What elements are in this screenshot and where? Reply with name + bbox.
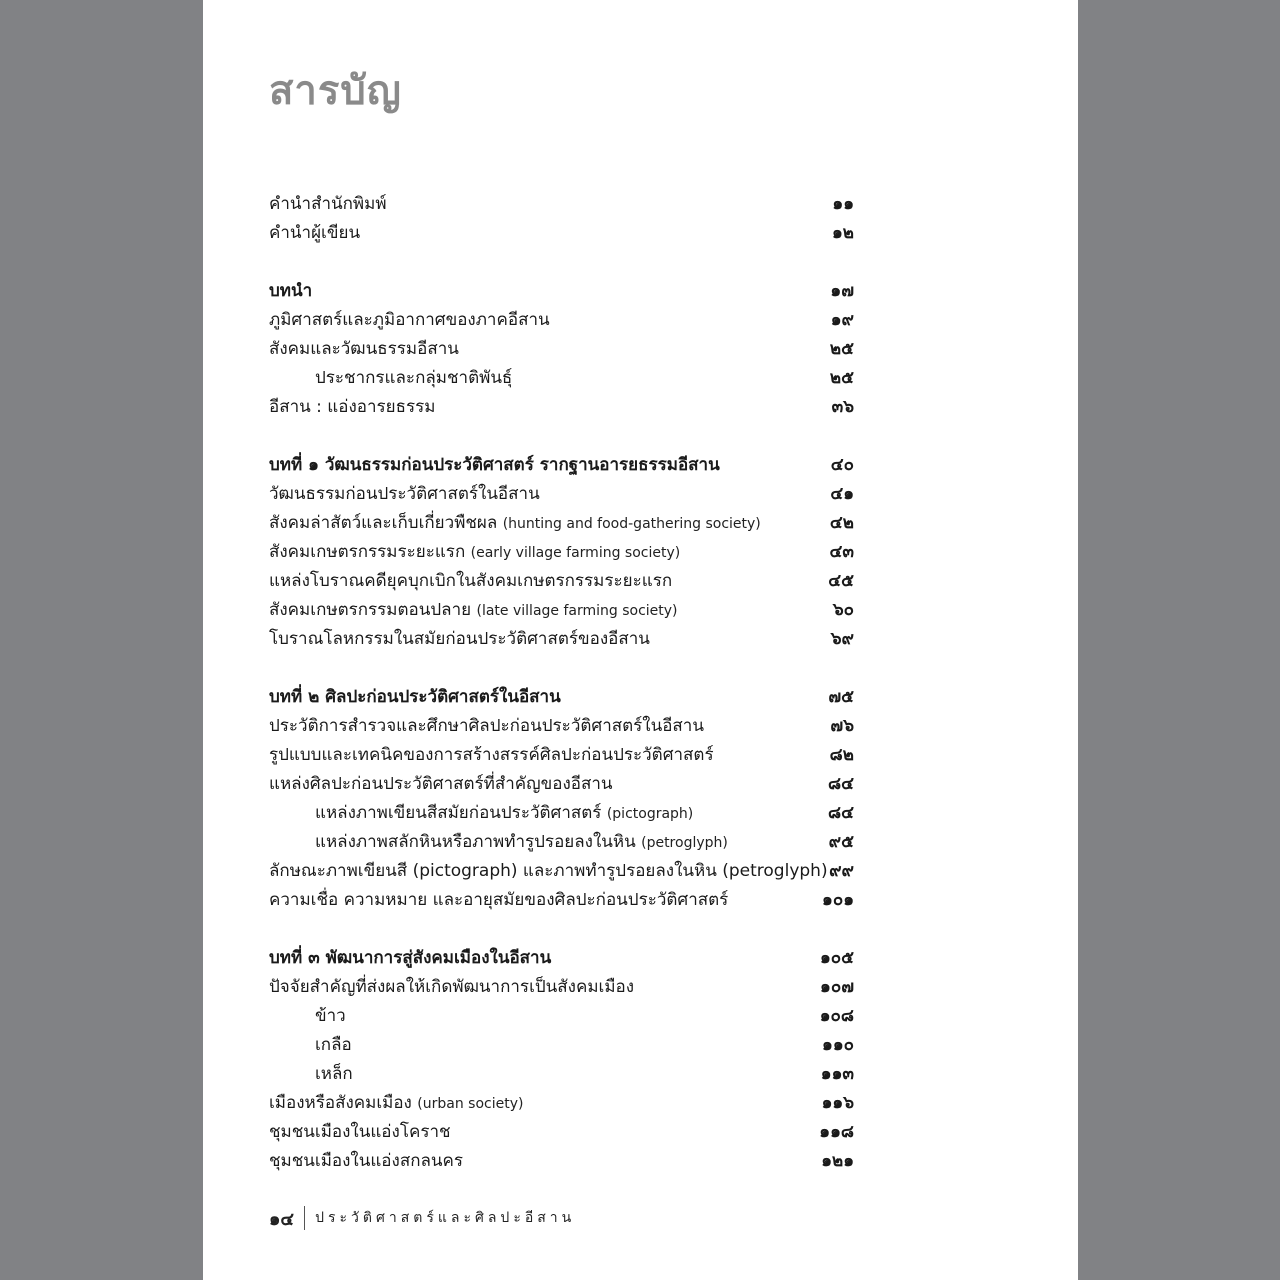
toc-entry-text: สังคมเกษตรกรรมตอนปลาย	[269, 600, 477, 620]
toc-entry-text: สังคมล่าสัตว์และเก็บเกี่ยวพืชผล	[269, 513, 503, 533]
toc-entry-title	[269, 886, 728, 915]
toc-entry	[269, 1002, 854, 1031]
toc-entry-title	[269, 857, 828, 886]
toc-entry-text: ภูมิศาสตร์และภูมิอากาศของภาคอีสาน	[269, 310, 550, 330]
toc-entry-title	[269, 683, 561, 712]
toc-entry	[269, 335, 854, 364]
toc-entry-text: บทที่ ๑ วัฒนธรรมก่อนประวัติศาสตร์ รากฐานอารยธรรมอีสาน	[269, 455, 720, 475]
toc-page-number: ๔๐	[830, 455, 854, 475]
toc-page-number: ๑๐๘	[819, 1006, 854, 1026]
toc-page-number: ๗๖	[830, 716, 854, 736]
toc-entry-title	[269, 393, 435, 422]
toc-page-number: ๒๕	[829, 368, 854, 388]
toc-entry-title	[269, 509, 761, 539]
toc-entry	[269, 828, 854, 857]
toc-entry	[269, 393, 854, 422]
toc-entry-title	[269, 190, 387, 219]
toc-entry-title	[269, 335, 459, 364]
footer-page-number: ๑๔	[269, 1208, 295, 1230]
toc-page-number: ๘๔	[828, 803, 854, 823]
toc-page-number: ๔๒	[829, 513, 854, 533]
toc-entry-title	[269, 741, 714, 770]
toc-entry-title	[269, 451, 720, 480]
toc-page-number: ๑๐๕	[819, 948, 854, 968]
toc-page-number: ๔๕	[828, 571, 854, 591]
toc-entry	[269, 567, 854, 596]
toc-chapter-heading	[269, 683, 854, 712]
toc-entry-english: (late village farming society)	[476, 603, 678, 619]
toc-entry-title	[269, 828, 728, 858]
toc-chapter-heading	[269, 277, 854, 306]
toc-entry-title	[269, 277, 312, 306]
toc-entry-text: สังคมและวัฒนธรรมอีสาน	[269, 339, 459, 359]
toc-entry-english: (early village farming society)	[470, 545, 681, 561]
toc-entry	[269, 741, 854, 770]
page-title: สารบัญ	[269, 68, 402, 114]
toc-entry-title	[269, 1118, 451, 1147]
toc-entry-title	[269, 973, 634, 1002]
toc-page-number: ๑๒	[832, 223, 854, 243]
toc-page-number: ๑๑๓	[820, 1064, 854, 1084]
toc-entry	[269, 538, 854, 567]
toc-entry	[269, 712, 854, 741]
toc-entry-title	[269, 1089, 523, 1119]
toc-entry	[269, 799, 854, 828]
toc-entry-title	[269, 712, 704, 741]
toc-entry	[269, 625, 854, 654]
toc-entry-text: ความเชื่อ ความหมาย และอายุสมัยของศิลปะก่อนประวัติศาสตร์	[269, 890, 729, 910]
toc-entry-text: รูปแบบและเทคนิคของการสร้างสรรค์ศิลปะก่อนประวัติศาสตร์	[269, 745, 714, 765]
toc-entry-text: ข้าว	[315, 1006, 346, 1026]
toc-entry-text: เหล็ก	[315, 1064, 353, 1084]
toc-page-number: ๑๑๖	[821, 1093, 854, 1113]
toc-page-number: ๘๒	[829, 745, 854, 765]
toc-entry	[269, 857, 854, 886]
toc-page-number: ๘๔	[828, 774, 854, 794]
toc-entry-text: วัฒนธรรมก่อนประวัติศาสตร์ในอีสาน	[269, 484, 540, 504]
book-page	[203, 0, 1078, 1280]
toc-entry-title	[269, 625, 650, 654]
toc-entry-english: (petroglyph)	[641, 835, 728, 851]
toc-entry-title	[269, 944, 551, 973]
toc-page-number: ๑๙	[830, 310, 854, 330]
toc-entry-text: แหล่งภาพเขียนสีสมัยก่อนประวัติศาสตร์	[315, 803, 607, 823]
toc-entry-title	[269, 770, 613, 799]
toc-page-number: ๑๒๑	[821, 1151, 854, 1171]
table-of-contents	[269, 190, 854, 1176]
toc-entry	[269, 190, 854, 219]
toc-chapter-heading	[269, 451, 854, 480]
toc-entry	[269, 770, 854, 799]
toc-entry-text: ลักษณะภาพเขียนสี (pictograph) และภาพทำรูปรอยลงในหิน (petroglyph)	[269, 861, 828, 881]
toc-entry-text: บทที่ ๒ ศิลปะก่อนประวัติศาสตร์ในอีสาน	[269, 687, 561, 707]
toc-entry-title	[269, 480, 540, 509]
toc-entry-english: (urban society)	[417, 1096, 524, 1112]
toc-entry-title	[269, 1060, 353, 1089]
toc-page-number: ๔๓	[829, 542, 854, 562]
toc-entry-title	[269, 306, 550, 335]
toc-page-number: ๑๑๐	[822, 1035, 854, 1055]
toc-entry	[269, 480, 854, 509]
toc-entry-title	[269, 799, 693, 829]
toc-entry	[269, 1031, 854, 1060]
toc-entry-title	[269, 219, 360, 248]
toc-entry	[269, 364, 854, 393]
toc-entry	[269, 973, 854, 1002]
toc-entry-text: คำนำผู้เขียน	[269, 223, 361, 243]
toc-entry-text: ประชากรและกลุ่มชาติพันธุ์	[315, 368, 513, 388]
toc-entry-text: ปัจจัยสำคัญที่ส่งผลให้เกิดพัฒนาการเป็นสังคมเมือง	[269, 977, 635, 997]
toc-entry-text: ประวัติการสำรวจและศึกษาศิลปะก่อนประวัติศาสตร์ในอีสาน	[269, 716, 704, 736]
toc-entry-english: (pictograph)	[606, 806, 694, 822]
toc-entry	[269, 596, 854, 625]
toc-entry-text: เมืองหรือสังคมเมือง	[269, 1093, 418, 1113]
toc-entry	[269, 1147, 854, 1176]
toc-entry-text: คำนำสำนักพิมพ์	[269, 194, 387, 214]
toc-entry-english: (hunting and food-gathering society)	[502, 516, 761, 532]
toc-chapter-heading	[269, 944, 854, 973]
toc-entry	[269, 219, 854, 248]
toc-page-number: ๒๕	[829, 339, 854, 359]
toc-page-number: ๑๗	[830, 281, 854, 301]
toc-entry-text: เกลือ	[315, 1035, 352, 1055]
toc-entry-text: บทนำ	[269, 281, 313, 301]
toc-entry	[269, 306, 854, 335]
toc-entry	[269, 509, 854, 538]
toc-page-number: ๑๑	[832, 194, 854, 214]
toc-page-number: ๙๙	[829, 861, 854, 881]
toc-entry-text: ชุมชนเมืองในแอ่งสกลนคร	[269, 1151, 464, 1171]
toc-entry-text: อีสาน : แอ่งอารยธรรม	[269, 397, 436, 417]
toc-entry-text: แหล่งโบราณคดียุคบุกเบิกในสังคมเกษตรกรรมระยะแรก	[269, 571, 673, 591]
toc-page-number: ๗๕	[828, 687, 854, 707]
toc-entry-title	[269, 364, 512, 393]
toc-page-number: ๙๕	[828, 832, 854, 852]
toc-page-number: ๖๐	[832, 600, 854, 620]
toc-page-number: ๖๙	[830, 629, 854, 649]
toc-entry-text: สังคมเกษตรกรรมระยะแรก	[269, 542, 471, 562]
toc-entry-text: บทที่ ๓ พัฒนาการสู่สังคมเมืองในอีสาน	[269, 948, 552, 968]
toc-entry-title	[269, 1002, 346, 1031]
page-footer	[269, 1205, 575, 1231]
footer-divider	[304, 1206, 305, 1230]
toc-entry-text: ชุมชนเมืองในแอ่งโคราช	[269, 1122, 451, 1142]
toc-entry-title	[269, 1031, 352, 1060]
toc-entry	[269, 886, 854, 915]
toc-entry-text: โบราณโลหกรรมในสมัยก่อนประวัติศาสตร์ของอีสาน	[269, 629, 650, 649]
toc-entry-title	[269, 596, 678, 626]
toc-entry	[269, 1089, 854, 1118]
toc-page-number: ๑๐๗	[820, 977, 854, 997]
toc-page-number: ๑๐๑	[822, 890, 854, 910]
toc-entry-title	[269, 1147, 463, 1176]
toc-entry-title	[269, 538, 680, 568]
toc-page-number: ๑๑๘	[819, 1122, 854, 1142]
toc-page-number: ๔๑	[830, 484, 854, 504]
toc-entry-title	[269, 567, 672, 596]
toc-entry-text: แหล่งภาพสลักหินหรือภาพทำรูปรอยลงในหิน	[315, 832, 642, 852]
toc-page-number: ๓๖	[831, 397, 854, 417]
toc-entry-text: แหล่งศิลปะก่อนประวัติศาสตร์ที่สำคัญของอีสาน	[269, 774, 613, 794]
toc-entry	[269, 1060, 854, 1089]
footer-book-title: ประวัติศาสตร์และศิลปะอีสาน	[315, 1210, 576, 1226]
toc-entry	[269, 1118, 854, 1147]
